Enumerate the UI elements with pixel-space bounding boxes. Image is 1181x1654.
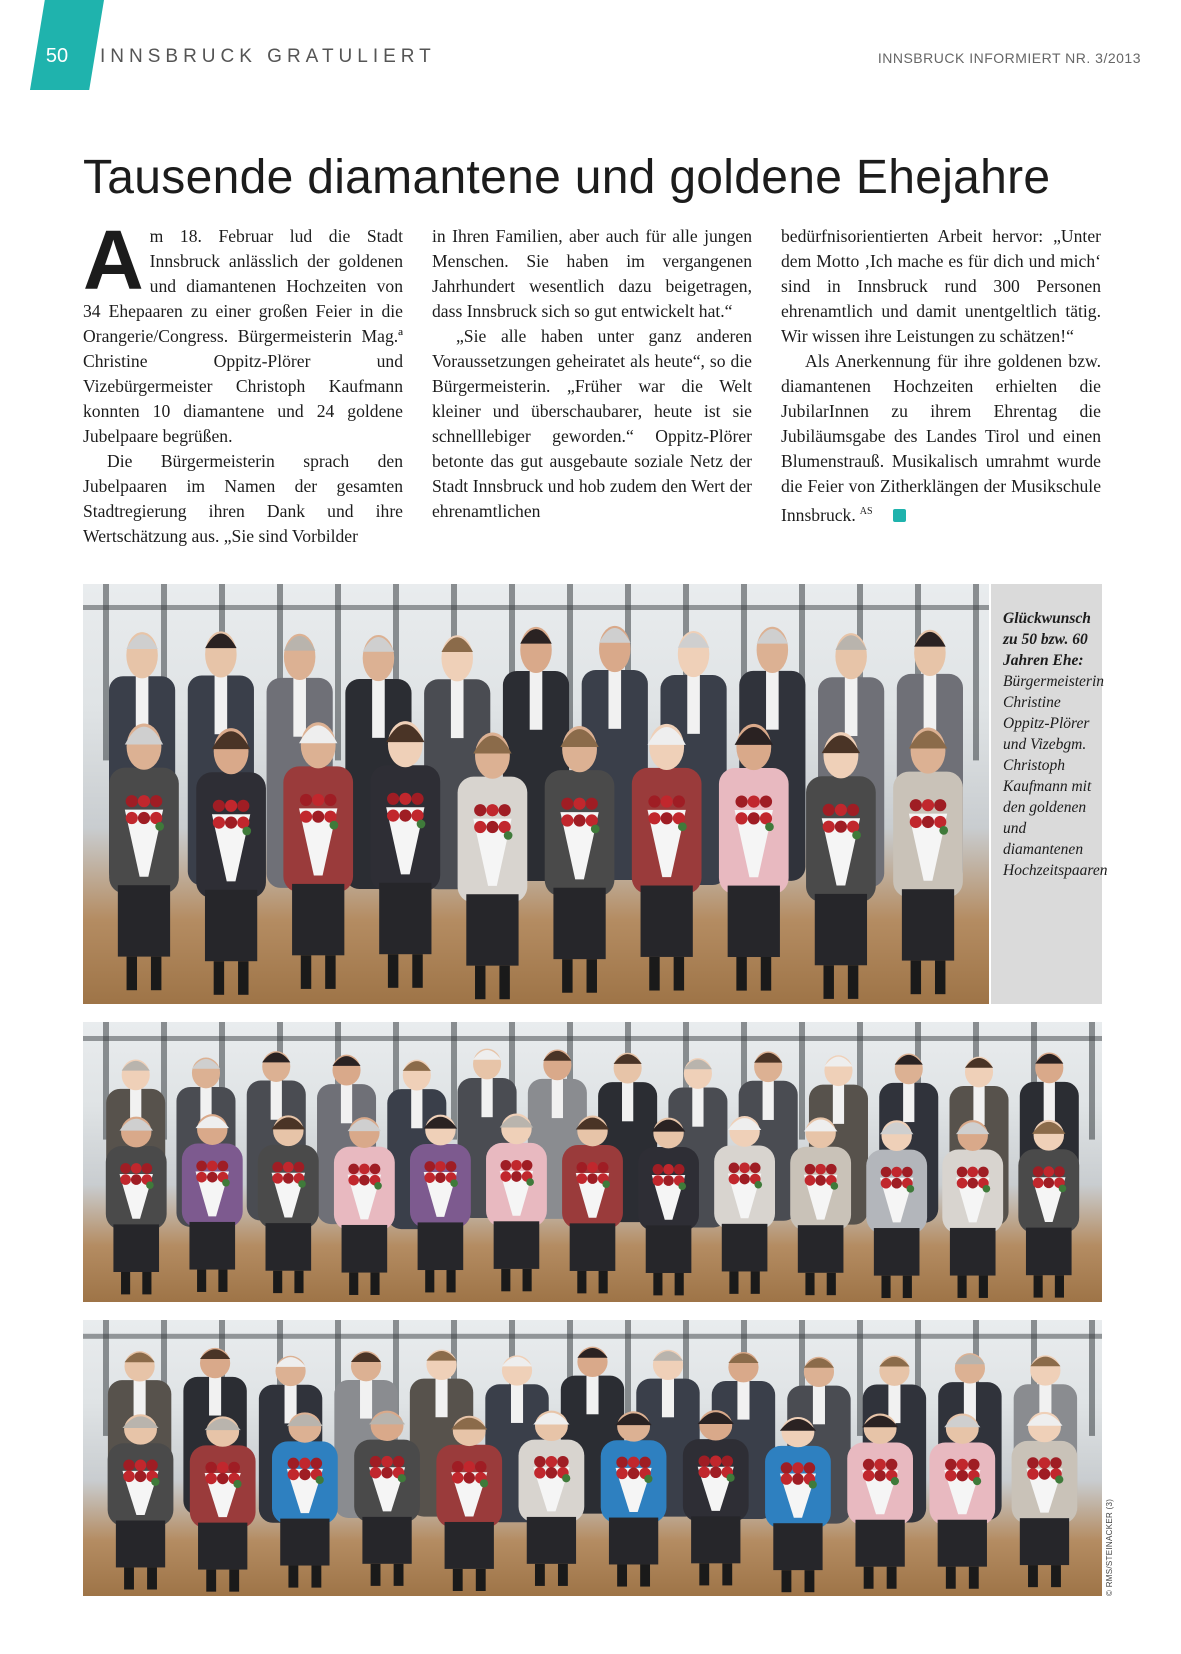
article-column-2 xyxy=(432,224,752,524)
caption-lead: Glückwunsch zu 50 bzw. 60 Jahren Ehe: xyxy=(1003,610,1091,669)
group-photo-2 xyxy=(83,1022,1102,1302)
photo-caption xyxy=(991,584,1108,1004)
author-initials: AS xyxy=(859,506,873,517)
paragraph-6 xyxy=(781,349,1101,528)
group-photo-2-illustration xyxy=(83,1022,1102,1302)
paragraph-1-text: m 18. Februar lud die Stadt Innsbruck anlässlich der goldenen und diamantenen Hochzeiten von 34 Ehepaaren zu einer großen Feier in die Orangerie/Congress. Bürgermeisterin Mag.ª Christine Oppitz-Plörer und Vizebürgermeister Christoph Kaufmann konnten 10 diamantene und 24 goldene Jubelpaare begrüßen. xyxy=(83,226,403,446)
group-photo-1-illustration xyxy=(83,584,989,1004)
section-label: INNSBRUCK GRATULIERT xyxy=(100,46,436,67)
article-column-3 xyxy=(781,224,1101,528)
issue-label: INNSBRUCK INFORMIERT NR. 3/2013 xyxy=(877,50,1141,66)
caption-text: Bürgermeisterin Christine Oppitz-Plörer und Vizebgm. Christoph Kaufmann mit den goldenen und diamantenen Hochzeitspaaren xyxy=(1003,673,1108,879)
end-of-article-mark xyxy=(893,509,906,522)
paragraph-5: bedürfnisorientierten Arbeit hervor: „Unter dem Motto ‚Ich mache es für dich und mich‘ sind in Innsbruck rund 300 Personen ehrenamtlich und damit unentgeltlich tätig. Wir wissen ihre Leistungen zu schätzen!“ xyxy=(781,226,1101,346)
group-photo-1 xyxy=(83,584,989,1004)
paragraph-4: „Sie alle haben unter ganz anderen Voraussetzungen geheiratet als heute“, so die Bürgermeisterin. „Früher war die Welt kleiner und überschaubarer, heute ist sie schnelllebiger geworden.“ Oppitz-Plörer betonte das gut ausgebaute soziale Netz der Stadt Innsbruck und hob zudem den Wert der ehrenamtlichen xyxy=(432,326,752,521)
photo-credit: © RMS/STEINACKER (3) xyxy=(1105,1498,1114,1596)
paragraph-6-text: Als Anerkennung für ihre goldenen bzw. diamantenen Hochzeiten erhielten die JubilarInnen zu ihrem Ehrentag die Jubiläumsgabe des Landes Tirol und einen Blumenstrauß. Musikalisch umrahmt wurde die Feier von Zitherklängen der Musikschule Innsbruck. xyxy=(781,351,1101,525)
group-photo-3-illustration xyxy=(83,1320,1102,1596)
article-column-1 xyxy=(83,213,403,549)
paragraph-1 xyxy=(83,213,403,449)
paragraph-3: in Ihren Familien, aber auch für alle jungen Menschen. Sie haben im vergangenen Jahrhundert wesentlich dazu beigetragen, dass Innsbruck sich so gut entwickelt hat.“ xyxy=(432,226,752,321)
paragraph-2: Die Bürgermeisterin sprach den Jubelpaaren im Namen der gesamten Stadtregierung ihren Dank und ihre Wertschätzung aus. „Sie sind Vorbilder xyxy=(83,451,403,546)
article-headline: Tausende diamantene und goldene Ehejahre xyxy=(83,151,1051,204)
group-photo-3 xyxy=(83,1320,1102,1596)
drop-cap: A xyxy=(83,213,144,307)
page-number: 50 xyxy=(45,45,69,67)
